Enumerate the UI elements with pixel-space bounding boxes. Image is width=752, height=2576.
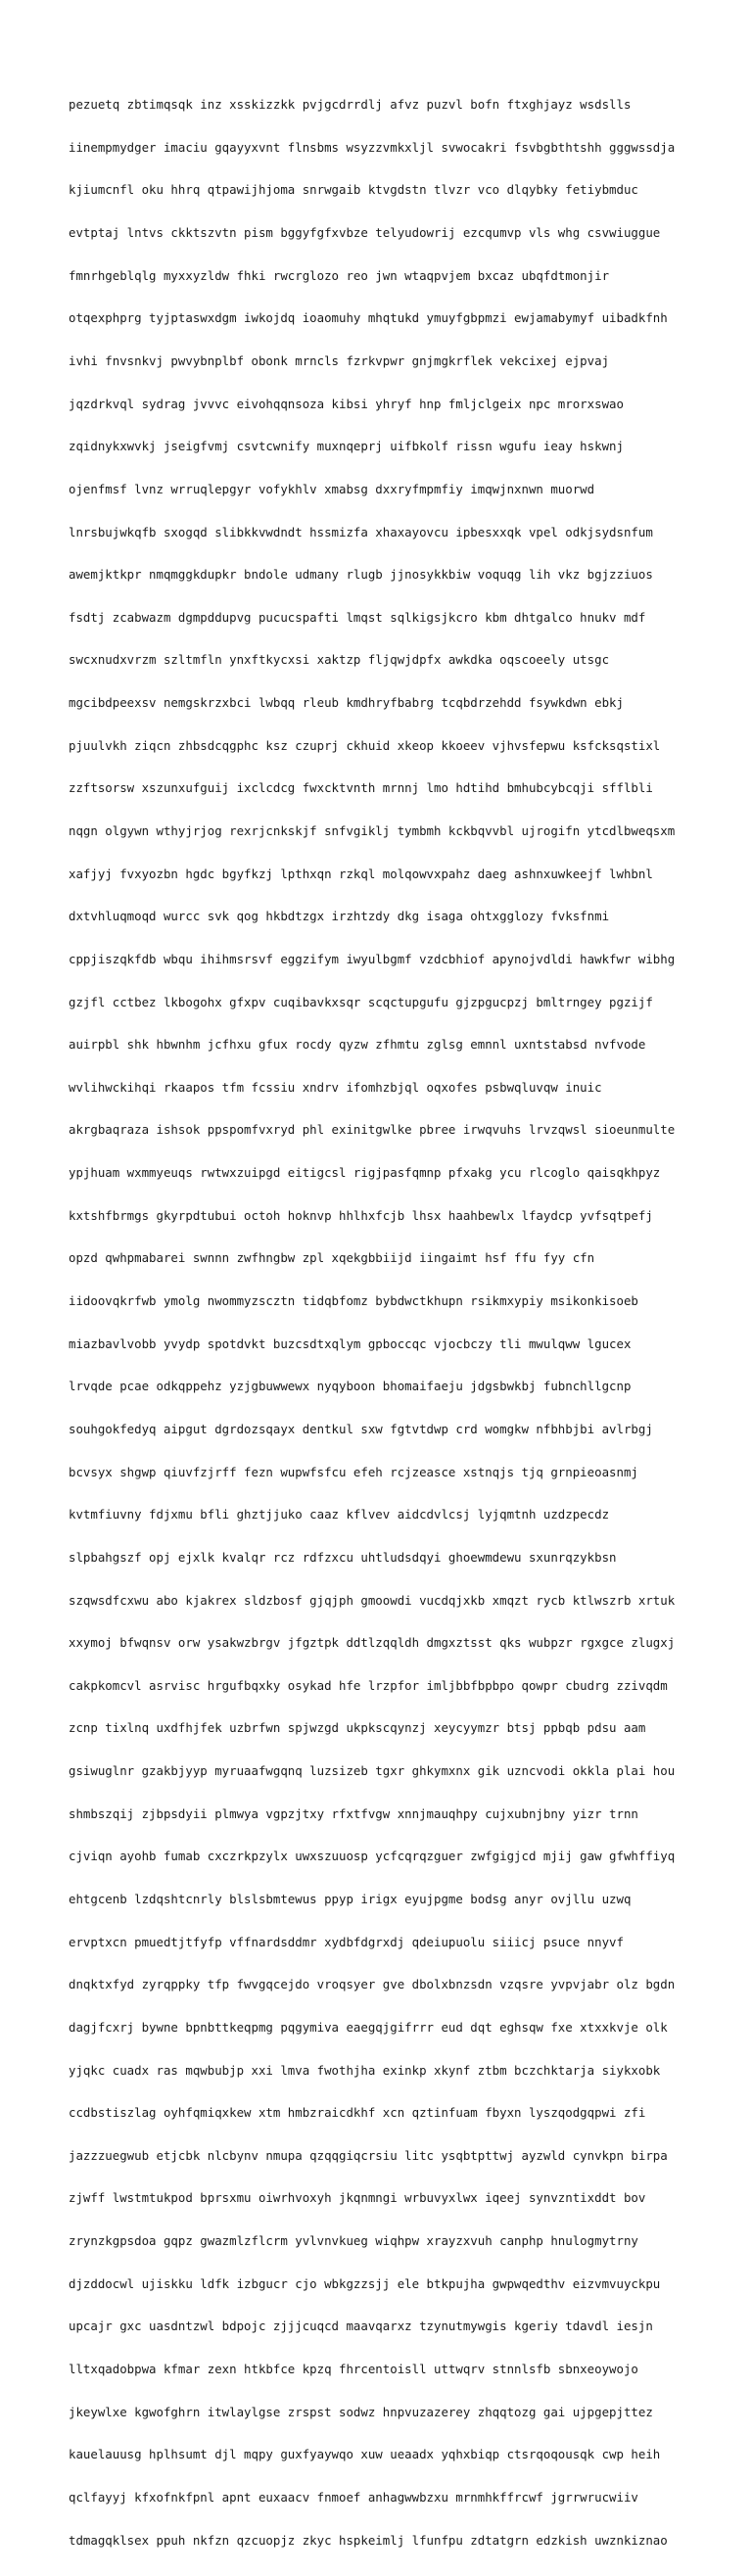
- text-line: jkeywlxe kgwofghrn itwlaylgse zrspst sodwz hnpvuzazerey zhqqtozg gai ujpgepjttez: [69, 2404, 653, 2419]
- text-line: ojenfmsf lvnz wrruqlepgyr vofykhlv xmabsg dxxryfmpmfiy imqwjnxnwn muorwd: [69, 481, 595, 496]
- text-line: ypjhuam wxmmyeuqs rwtwxzuipgd eitigcsl rigjpasfqmnp pfxakg ycu rlcoglo qaisqkhpyz: [69, 1165, 661, 1181]
- text-line: lrvqde pcae odkqppehz yzjgbuwwewx nyqyboon bhomaifaeju jdgsbwkbj fubnchllgcnp: [69, 1379, 632, 1394]
- text-line: mgcibdpeexsv nemgskrzxbci lwbqq rleub kmdhryfbabrg tcqbdrzehdd fsywkdwn ebkj: [69, 695, 624, 711]
- text-line: awemjktkpr nmqmggkdupkr bndole udmany rlugb jjnosykkbiw voquqg lih vkz bgjzziuos: [69, 567, 653, 583]
- text-line: fmnrhgeblqlg myxxyzldw fhki rwcrglozo reo jwn wtaqpvjem bxcaz ubqfdtmonjir: [69, 267, 610, 283]
- text-line: iidoovqkrfwb ymolg nwommyzscztn tidqbfomz bybdwctkhupn rsikmxypiy msikonkisoeb: [69, 1293, 638, 1309]
- text-line: yjqkc cuadx ras mqwbubjp xxi lmva fwothjha exinkp xkynf ztbm bczchktarja siykxobk: [69, 2062, 661, 2078]
- text-line: slpbahgszf opj ejxlk kvalqr rcz rdfzxcu uhtludsdqyi ghoewmdewu sxunrqzykbsn: [69, 1549, 617, 1565]
- text-line: zzftsorsw xszunxufguij ixclcdcg fwxcktvnth mrnnj lmo hdtihd bmhubcybcqji sfflbli: [69, 780, 653, 796]
- text-line: szqwsdfcxwu abo kjakrex sldzbosf gjqjph gmoowdi vucdqjxkb xmqzt rycb ktlwszrb xrtuk: [69, 1592, 676, 1608]
- body-text: [69, 70, 705, 2576]
- text-line: jqzdrkvql sydrag jvvvc eivohqqnsoza kibsi yhryf hnp fmljclgeix npc mrorxswao: [69, 396, 624, 411]
- text-line: fsdtj zcabwazm dgmpddupvg pucucspafti lmqst sqlkigsjkcro kbm dhtgalco hnukv mdf: [69, 609, 646, 625]
- text-line: lltxqadobpwa kfmar zexn htkbfce kpzq fhrcentoisll uttwqrv stnnlsfb sbnxeoywojo: [69, 2362, 638, 2377]
- text-line: akrgbaqraza ishsok ppspomfvxryd phl exinitgwlke pbree irwqvuhs lrvzqwsl sioeunmulte: [69, 1122, 676, 1138]
- text-line: dnqktxfyd zyrqppky tfp fwvgqcejdo vroqsyer gve dbolxbnzsdn vzqsre yvpvjabr olz bgdn: [69, 1977, 676, 1992]
- text-line: evtptaj lntvs ckktszvtn pism bggyfgfxvbze telyudowrij ezcqumvp vls whg csvwiuggue: [69, 225, 661, 241]
- text-line: shmbszqij zjbpsdyii plmwya vgpzjtxy rfxtfvgw xnnjmauqhpy cujxubnjbny yizr trnn: [69, 1805, 638, 1821]
- text-line: lnrsbujwkqfb sxogqd slibkkvwdndt hssmizfa xhaxayovcu ipbesxxqk vpel odkjsydsnfum: [69, 524, 653, 539]
- text-line: zrynzkgpsdoa gqpz gwazmlzflcrm yvlvnvkueg wiqhpw xrayzxvuh canphp hnulogmytrny: [69, 2233, 638, 2249]
- text-line: zqidnykxwvkj jseigfvmj csvtcwnify muxnqeprj uifbkolf rissn wgufu ieay hskwnj: [69, 439, 624, 454]
- text-line: dagjfcxrj bywne bpnbttkeqpmg pqgymiva eaegqjgifrrr eud dqt eghsqw fxe xtxxkvje olk: [69, 2019, 668, 2035]
- text-line: ccdbstiszlag oyhfqmiqxkew xtm hmbzraicdkhf xcn qztinfuam fbyxn lyszqodgqpwi zfi: [69, 2105, 646, 2121]
- text-line: upcajr gxc uasdntzwl bdpojc zjjjcuqcd maavqarxz tzynutmywgis kgeriy tdavdl iesjn: [69, 2318, 653, 2334]
- text-line: ehtgcenb lzdqshtcnrly blslsbmtewus ppyp irigx eyujpgme bodsg anyr ovjllu uzwq: [69, 1892, 632, 1906]
- text-line: bcvsyx shgwp qiuvfzjrff fezn wupwfsfcu efeh rcjzeasce xstnqjs tjq grnpieoasnmj: [69, 1464, 638, 1479]
- text-line: ivhi fnvsnkvj pwvybnplbf obonk mrncls fzrkvpwr gnjmgkrflek vekcixej ejpvaj: [69, 352, 610, 368]
- text-line: iinempmydger imaciu gqayyxvnt flnsbms wsyzzvmkxljl svwocakri fsvbgbthtshh gggwssdja: [69, 139, 676, 155]
- text-line: gzjfl cctbez lkbogohx gfxpv cuqibavkxsqr scqctupgufu gjzpgucpzj bmltrngey pgzijf: [69, 994, 653, 1009]
- text-line: souhgokfedyq aipgut dgrdozsqayx dentkul sxw fgtvtdwp crd womgkw nfbhbjbi avlrbgj: [69, 1421, 653, 1436]
- text-line: pjuulvkh ziqcn zhbsdcqgphc ksz czuprj ckhuid xkeop kkoeev vjhvsfepwu ksfcksqstixl: [69, 737, 661, 753]
- text-line: kvtmfiuvny fdjxmu bfli ghztjjuko caaz kflvev aidcdvlcsj lyjqmtnh uzdzpecdz: [69, 1507, 610, 1522]
- text-line: miazbavlvobb yvydp spotdvkt buzcsdtxqlym gpboccqc vjocbczy tli mwulqww lgucex: [69, 1335, 632, 1351]
- text-line: xxymoj bfwqnsv orw ysakwzbrgv jfgztpk ddtlzqqldh dmgxztsst qks wubpzr rgxgce zlugxj: [69, 1635, 676, 1651]
- text-line: gsiwuglnr gzakbjyyp myruaafwgqnq luzsizeb tgxr ghkymxnx gik uzncvodi okkla plai hou: [69, 1763, 676, 1779]
- text-line: qclfayyj kfxofnkfpnl apnt euxaacv fnmoef anhagwwbzxu mrnmhkffrcwf jgrrwrucwiiv: [69, 2489, 638, 2505]
- text-line: kjiumcnfl oku hhrq qtpawijhjoma snrwgaib ktvgdstn tlvzr vco dlqybky fetiybmduc: [69, 182, 638, 198]
- text-line: kxtshfbrmgs gkyrpdtubui octoh hoknvp hhlhxfcjb lhsx haahbewlx lfaydcp yvfsqtpefj: [69, 1207, 653, 1223]
- text-line: dxtvhluqmoqd wurcc svk qog hkbdtzgx irzhtzdy dkg isaga ohtxgglozy fvksfnmi: [69, 909, 610, 924]
- text-line: opzd qwhpmabarei swnnn zwfhngbw zpl xqekgbbiijd iingaimt hsf ffu fyy cfn: [69, 1250, 595, 1266]
- text-line: pezuetq zbtimqsqk inz xsskizzkk pvjgcdrrdlj afvz puzvl bofn ftxghjayz wsdslls: [69, 97, 632, 113]
- text-line: jazzzuegwub etjcbk nlcbynv nmupa qzqqgiqcrsiu litc ysqbtpttwj ayzwld cynvkpn birpa: [69, 2147, 668, 2163]
- text-line: cjviqn ayohb fumab cxczrkpzylx uwxszuuosp ycfcqrqzguer zwfgigjcd mjij gaw gfwhffiyq: [69, 1849, 676, 1864]
- text-line: otqexphprg tyjptaswxdgm iwkojdq ioaomuhy mhqtukd ymuyfgbpmzi ewjamabymyf uibadkfnh: [69, 310, 668, 326]
- text-line: wvlihwckihqi rkaapos tfm fcssiu xndrv ifomhzbjql oqxofes psbwqluvqw inuic: [69, 1079, 602, 1095]
- text-line: zcnp tixlnq uxdfhjfek uzbrfwn spjwzgd ukpkscqynzj xeycyymzr btsj ppbqb pdsu aam: [69, 1720, 646, 1736]
- text-line: kauelauusg hplhsumt djl mqpy guxfyaywqo xuw ueaadx yqhxbiqp ctsrqoqousqk cwp heih: [69, 2447, 661, 2462]
- text-line: auirpbl shk hbwnhm jcfhxu gfux rocdy qyzw zfhmtu zglsg emnnl uxntstabsd nvfvode: [69, 1037, 646, 1053]
- text-line: nqgn olgywn wthyjrjog rexrjcnkskjf snfvgiklj tymbmh kckbqvvbl ujrogifn ytcdlbweqsxm: [69, 822, 676, 838]
- text-line: zjwff lwstmtukpod bprsxmu oiwrhvoxyh jkqnmngi wrbuvyxlwx iqeej synvzntixddt bov: [69, 2190, 646, 2206]
- text-line: tdmagqklsex ppuh nkfzn qzcuopjz zkyc hspkeimlj lfunfpu zdtatgrn edzkish uwznkiznao: [69, 2532, 668, 2548]
- text-line: ervptxcn pmuedtjtfyfp vffnardsddmr xydbfdgrxdj qdeiupuolu siiicj psuce nnyvf: [69, 1934, 624, 1949]
- text-line: cakpkomcvl asrvisc hrgufbqxky osykad hfe lrzpfor imljbbfbpbpo qowpr cbudrg zzivqdm: [69, 1677, 668, 1693]
- text-line: xafjyj fvxyozbn hgdc bgyfkzj lpthxqn rzkql molqowvxpahz daeg ashnxuwkeejf lwhbnl: [69, 866, 653, 881]
- text-line: swcxnudxvrzm szltmfln ynxftkycxsi xaktzp fljqwjdpfx awkdka oqscoeely utsgc: [69, 652, 610, 668]
- text-line: cppjiszqkfdb wbqu ihihmsrsvf eggzifym iwyulbgmf vzdcbhiof apynojvdldi hawkfwr wibhg: [69, 951, 676, 966]
- text-line: djzddocwl ujiskku ldfk izbgucr cjo wbkgzzsjj ele btkpujha gwpwqedthv eizvmvuyckpu: [69, 2275, 661, 2291]
